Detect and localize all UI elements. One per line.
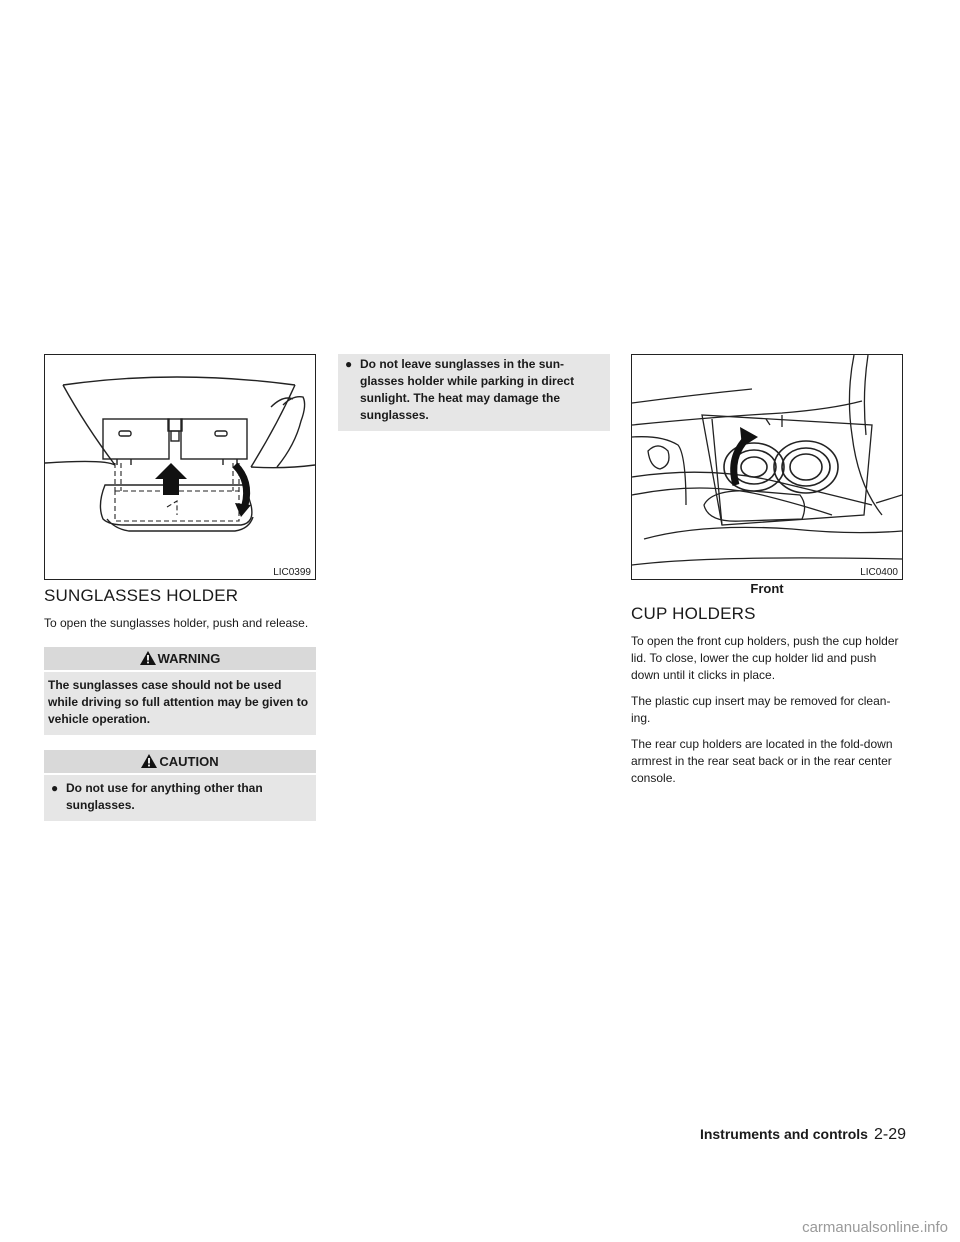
caution-body-continued — [338, 354, 610, 431]
caution-label: CAUTION — [159, 754, 219, 769]
caution-item — [342, 356, 606, 424]
paragraph: The rear cup holders are located in the fold-down armrest in the rear seat back or in the rear center console. — [631, 737, 893, 785]
paragraph: The plastic cup insert may be removed for clean-ing. — [631, 694, 891, 725]
warning-body: The sunglasses case should not be used while driving so full attention may be given to vehicle operation. — [44, 672, 316, 735]
figure-id: LIC0399 — [273, 567, 311, 578]
column-right — [631, 354, 903, 796]
page-footer — [700, 1126, 906, 1144]
caution-icon — [141, 754, 157, 768]
paragraph: To open the front cup holders, push the cup holder lid. To close, lower the cup holder lid and push down until it clicks in place. — [631, 634, 899, 682]
figure-caption: Front — [750, 581, 784, 596]
sunglasses-holder-illustration — [45, 355, 315, 579]
bullet-icon: ● — [345, 357, 353, 371]
figure-id: LIC0400 — [860, 567, 898, 578]
section-title: CUP HOLDERS — [631, 604, 756, 623]
column-middle — [338, 354, 610, 431]
watermark: carmanualsonline.info — [802, 1219, 948, 1236]
caution-item-text: Do not leave sunglasses in the sun-glasses holder while parking in direct sunlight. The heat may damage the sunglasses. — [360, 357, 575, 422]
warning-label: WARNING — [157, 651, 221, 666]
warning-icon — [140, 651, 156, 665]
intro-text: To open the sunglasses holder, push and release. — [44, 616, 309, 630]
sunglasses-holder-figure — [44, 354, 316, 580]
cup-holder-figure — [631, 354, 903, 580]
caution-item — [48, 780, 312, 814]
caution-body — [44, 775, 316, 821]
warning-header — [44, 647, 316, 670]
caution-item-text: Do not use for anything other than sunglasses. — [66, 781, 263, 812]
page-number: 2-29 — [873, 1126, 906, 1143]
cup-holder-illustration — [632, 355, 902, 579]
section-title: SUNGLASSES HOLDER — [44, 586, 239, 605]
footer-section: Instruments and controls — [699, 1126, 868, 1142]
caution-header — [44, 750, 316, 773]
cup-holder-text — [631, 633, 903, 787]
column-left — [44, 354, 316, 821]
bullet-icon: ● — [51, 781, 59, 795]
